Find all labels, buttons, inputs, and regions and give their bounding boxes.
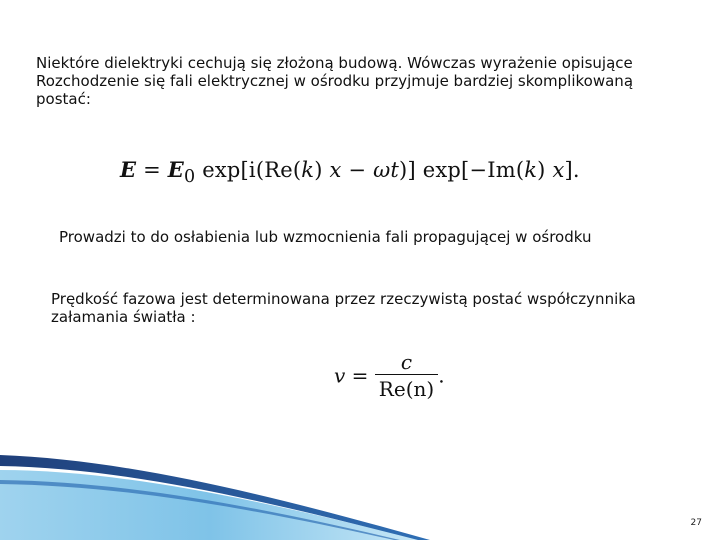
formula-part: − [341, 158, 374, 182]
field-symbol: E [120, 157, 137, 182]
wave-field-formula [120, 157, 580, 187]
equals-sign: = [136, 158, 168, 182]
page-number: 27 [690, 518, 702, 528]
formula-part: ) [314, 158, 330, 182]
fraction-denominator: Re(n) [375, 374, 438, 401]
wavevector-symbol: k [301, 158, 315, 182]
intro-paragraph: Niektóre dielektryki cechują się złożoną budową. Wówczas wyrażenie opisujące Rozchodzenie się fali elektrycznej w ośrodku przyjmuje bardziej skomplikowaną postać: [36, 54, 634, 108]
formula-trail: . [438, 363, 445, 388]
position-symbol: x [329, 158, 342, 182]
omega-t-symbol: ωt [373, 158, 400, 182]
fraction-numerator: c [400, 350, 413, 374]
velocity-symbol: v [334, 363, 346, 388]
fraction [375, 350, 438, 401]
formula-part: ) [537, 158, 553, 182]
formula-part: ]. [564, 158, 580, 182]
phase-velocity-paragraph: Prędkość fazowa jest determinowana przez rzeczywistą postać współczynnika załamania światła : [51, 290, 636, 326]
wavevector-symbol: k [524, 158, 538, 182]
formula-part: exp[i(Re( [195, 158, 302, 182]
phase-velocity-formula [334, 350, 445, 401]
swoosh-light-band [0, 470, 420, 540]
amplitude-symbol: E [167, 157, 184, 182]
formula-part: )] exp[−Im( [399, 158, 525, 182]
effect-paragraph: Prowadzi to do osłabienia lub wzmocnienia fali propagującej w ośrodku [59, 228, 592, 246]
equals-sign: = [345, 363, 375, 388]
amplitude-subscript: 0 [183, 167, 196, 188]
position-symbol: x [552, 158, 565, 182]
